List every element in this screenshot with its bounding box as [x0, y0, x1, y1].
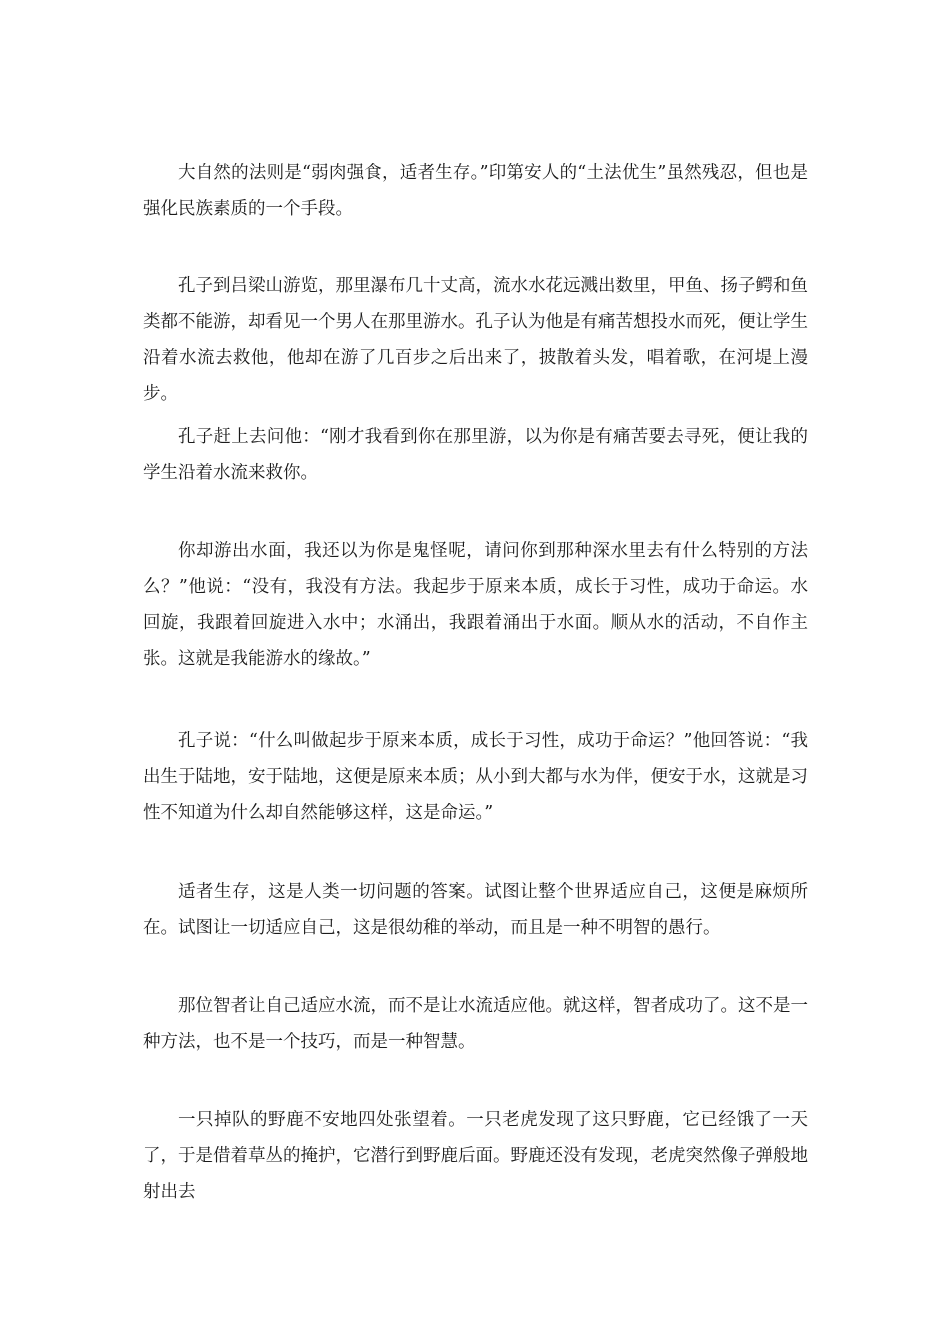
paragraph-3: 孔子赶上去问他：“刚才我看到你在那里游，以为你是有痛苦要去寻死，便让我的学生沿着水流来救你。 — [143, 427, 808, 483]
paragraph-4: 你却游出水面，我还以为你是鬼怪呢，请问你到那种深水里去有什么特别的方法么？”他说：“没有，我没有方法。我起步于原来本质，成长于习性，成功于命运。水回旋，我跟着回旋进入水中；水涌出，我跟着涌出于水面。顺从水的活动，不自作主张。这就是我能游水的缘故。” — [143, 541, 808, 669]
paragraph-6: 适者生存，这是人类一切问题的答案。试图让整个世界适应自己，这便是麻烦所在。试图让一切适应自己，这是很幼稚的举动，而且是一种不明智的愚行。 — [143, 882, 808, 938]
paragraph-2: 孔子到吕梁山游览，那里瀑布几十丈高，流水水花远溅出数里，甲鱼、扬子鳄和鱼类都不能游，却看见一个男人在那里游水。孔子认为他是有痛苦想投水而死，便让学生沿着水流去救他，他却在游了几百步之后出来了，披散着头发，唱着歌，在河堤上漫步。 — [143, 276, 808, 404]
paragraph-5: 孔子说：“什么叫做起步于原来本质，成长于习性，成功于命运？”他回答说：“我出生于陆地，安于陆地，这便是原来本质；从小到大都与水为伴，便安于水，这就是习性不知道为什么却自然能够这样，这是命运。” — [143, 731, 808, 823]
paragraph-1: 大自然的法则是“弱肉强食，适者生存。”印第安人的“土法优生”虽然残忍，但也是强化民族素质的一个手段。 — [143, 163, 808, 219]
paragraph-8: 一只掉队的野鹿不安地四处张望着。一只老虎发现了这只野鹿，它已经饿了一天了，于是借着草丛的掩护，它潜行到野鹿后面。野鹿还没有发现，老虎突然像子弹般地射出去 — [143, 1110, 808, 1202]
paragraph-7: 那位智者让自己适应水流，而不是让水流适应他。就这样，智者成功了。这不是一种方法，也不是一个技巧，而是一种智慧。 — [143, 996, 808, 1052]
